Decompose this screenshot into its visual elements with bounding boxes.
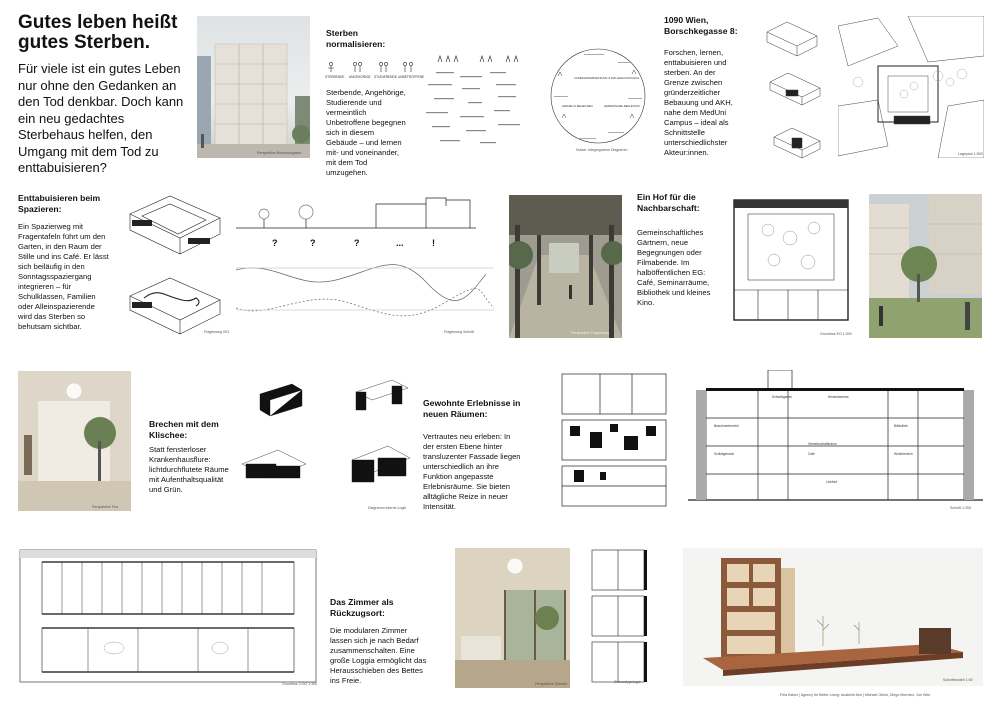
circle-label-2: LERNEN & BEGEGNEN [562,104,593,108]
walk-mark-5: ! [432,238,435,248]
caption-schnittmodell: Schnittmodell 1:50 [943,678,973,682]
grundriss-og-image [18,548,318,686]
courtyard-text: Gemeinschaftliches Gärtnern, neue Begegnungen oder Filmabende. Im halböffentlichen EG: Café, Seminarräume, Bibliothek und kleines Kino. [637,228,711,307]
perspective-fragenweg-image [509,195,622,338]
caption-grundriss-eg: Grundriss EG 1:300 [820,332,852,336]
site-title: 1090 Wien, Borschkegasse 8: [664,15,738,36]
site-axonometric-diagram [762,12,832,162]
section-room-7: Schlafgemach [714,452,735,456]
circle-label-3: GEMEINSAME REFLEXION [604,104,640,108]
caption-schnitt: Schnitt 1:300 [950,506,971,510]
caption-zimmertypologie: Zimmertypologie [614,680,641,684]
walk-mark-4: ... [396,238,404,248]
perspective-innenhof-image [869,194,982,338]
site-plan-image [838,16,984,158]
caption-nutzer: Nutzer Integrogramm Diagramm [576,148,628,152]
normalize-text: Sterbende, Angehörige, Studierende und vermeintlich Unbetroffene begegnen sich in diesem Gebäude – und lernen mit- und voneinander, mit dem Tod umzugehen. [326,88,406,177]
circle-label-1: AUSEINANDERSETZUNG & ROLLENAUSTAUSCH [574,76,640,80]
section-room-1: Schwellgarten [772,395,793,399]
section-room-6: Gemeinschaftsraum [808,442,837,446]
fragenweg-section-diagram [236,190,498,338]
courtyard-title: Ein Hof für die Nachbarschaft: [637,192,700,213]
caption-fragenweg-schnitt: Fragenweg Schnitt [444,330,474,334]
schnitt-section-image [688,370,983,512]
walk-text: Ein Spazierweg mit Fragentafeln führt um den Garten, in den Raum der Stille und ins Café. Er lässt sich beiläufig in den Sonntagsspaziergang integrieren – für Schulklassen, Familien oder Alleinspazierende wird das Sterben so behutsam sichtbar. [18,222,109,331]
room-title: Das Zimmer als Rückzugsort: [330,597,394,618]
section-room-9: Wohnbereich [894,452,913,456]
fragenweg-iso-diagram [120,188,230,338]
cliche-title: Brechen mit dem Klischee: [149,419,219,440]
caption-persp-zimmer: Perspektive Zimmer [535,682,567,686]
walk-title: Enttabuisieren beim Spazieren: [18,193,101,214]
familiar-text: Vertrautes neu erleben: In der ersten Ebene hinter transluzenter Fassade liegen unterschiedlich an ihre Funktion angepasste Erlebnisräume. Sie bieten alltägliche Reize in neuer Intensität. [423,432,521,511]
room-text: Die modularen Zimmer lassen sich je nach Bedarf zusammenschalten. Eine große Loggia ermöglicht das Herausschieben des Bettes ins Freie. [330,626,427,685]
credits-line: Fela Kaiser | Agency für Better Living: Anabelle Ahn | Michael Obrist, Diego Mormino, Joe Wim [780,693,931,697]
caption-persp-flur: Perspektive Flur [92,505,118,509]
section-room-5: Café [808,452,815,456]
familiar-title: Gewohnte Erlebnisse in neuen Räumen: [423,398,521,419]
caption-perspective: Perspektive Borschkegasse [257,151,302,155]
walk-mark-1: ? [272,238,278,248]
schnittmodell-image [683,548,983,686]
main-title-line1: Gutes leben heißt [18,12,178,33]
perspective-borschkegasse-image [197,16,310,158]
cliche-text: Statt fensterloser Krankenhausflure: lichtdurchflutete Räume mit Aufenthaltsqualität und Grün. [149,445,229,494]
caption-grundriss-og: Grundriss 3.OG 1:300 [282,682,318,686]
group-icons-row [325,60,425,80]
normalize-title: Sterben normalisieren: [326,28,386,49]
group-label-1: STERBENDE [325,75,345,79]
caption-fragenweg-iso: Fragenweg ISO [204,330,230,334]
caption-lageplan: Lageplan 1:500 [958,152,983,156]
experience-rooms-diagram [560,372,670,510]
group-label-4: UNBETROFFENE [398,75,425,79]
internal-logic-diagram [232,380,412,512]
walk-mark-3: ? [354,238,360,248]
zimmertypologie-diagram [590,548,670,686]
group-label-3: STUDIERENDE [374,75,397,79]
main-title-line2: gutes Sterben. [18,32,150,53]
grundriss-eg-image [728,194,855,338]
perspective-flur-image [18,371,131,511]
site-text: Forschen, lernen, enttabuisieren und sterben. An der Grenze zwischen gründerzeitlicher Bebauung und AKH, nahe dem MedUni Campus – ideal als Schnittstelle unterschiedlichster Akteur:innen. [664,48,733,157]
perspective-zimmer-image [455,548,570,688]
section-room-8: Lichthof [826,480,838,484]
section-room-3: Bewohnerbereich [714,424,739,428]
walk-mark-2: ? [310,238,316,248]
group-label-2: ANGEHÖRIGE [349,75,371,79]
user-groups-diagram [410,50,540,150]
caption-diagramm-logik: Diagramm interne Logik [368,506,407,510]
section-room-2: Hexenkammer [828,395,849,399]
caption-persp-fragenweg: Perspektive Fragenweg [571,331,609,335]
integration-circle-diagram [548,46,648,152]
intro-lead: Für viele ist ein gutes Leben nur ohne den Gedanken an den Tod denkbar. Doch kann ein neu gedachtes Sterbehaus helfen, den Umgang mit dem Tod zu enttabuisieren? [18,61,184,175]
section-room-4: Bibliothek [894,424,908,428]
